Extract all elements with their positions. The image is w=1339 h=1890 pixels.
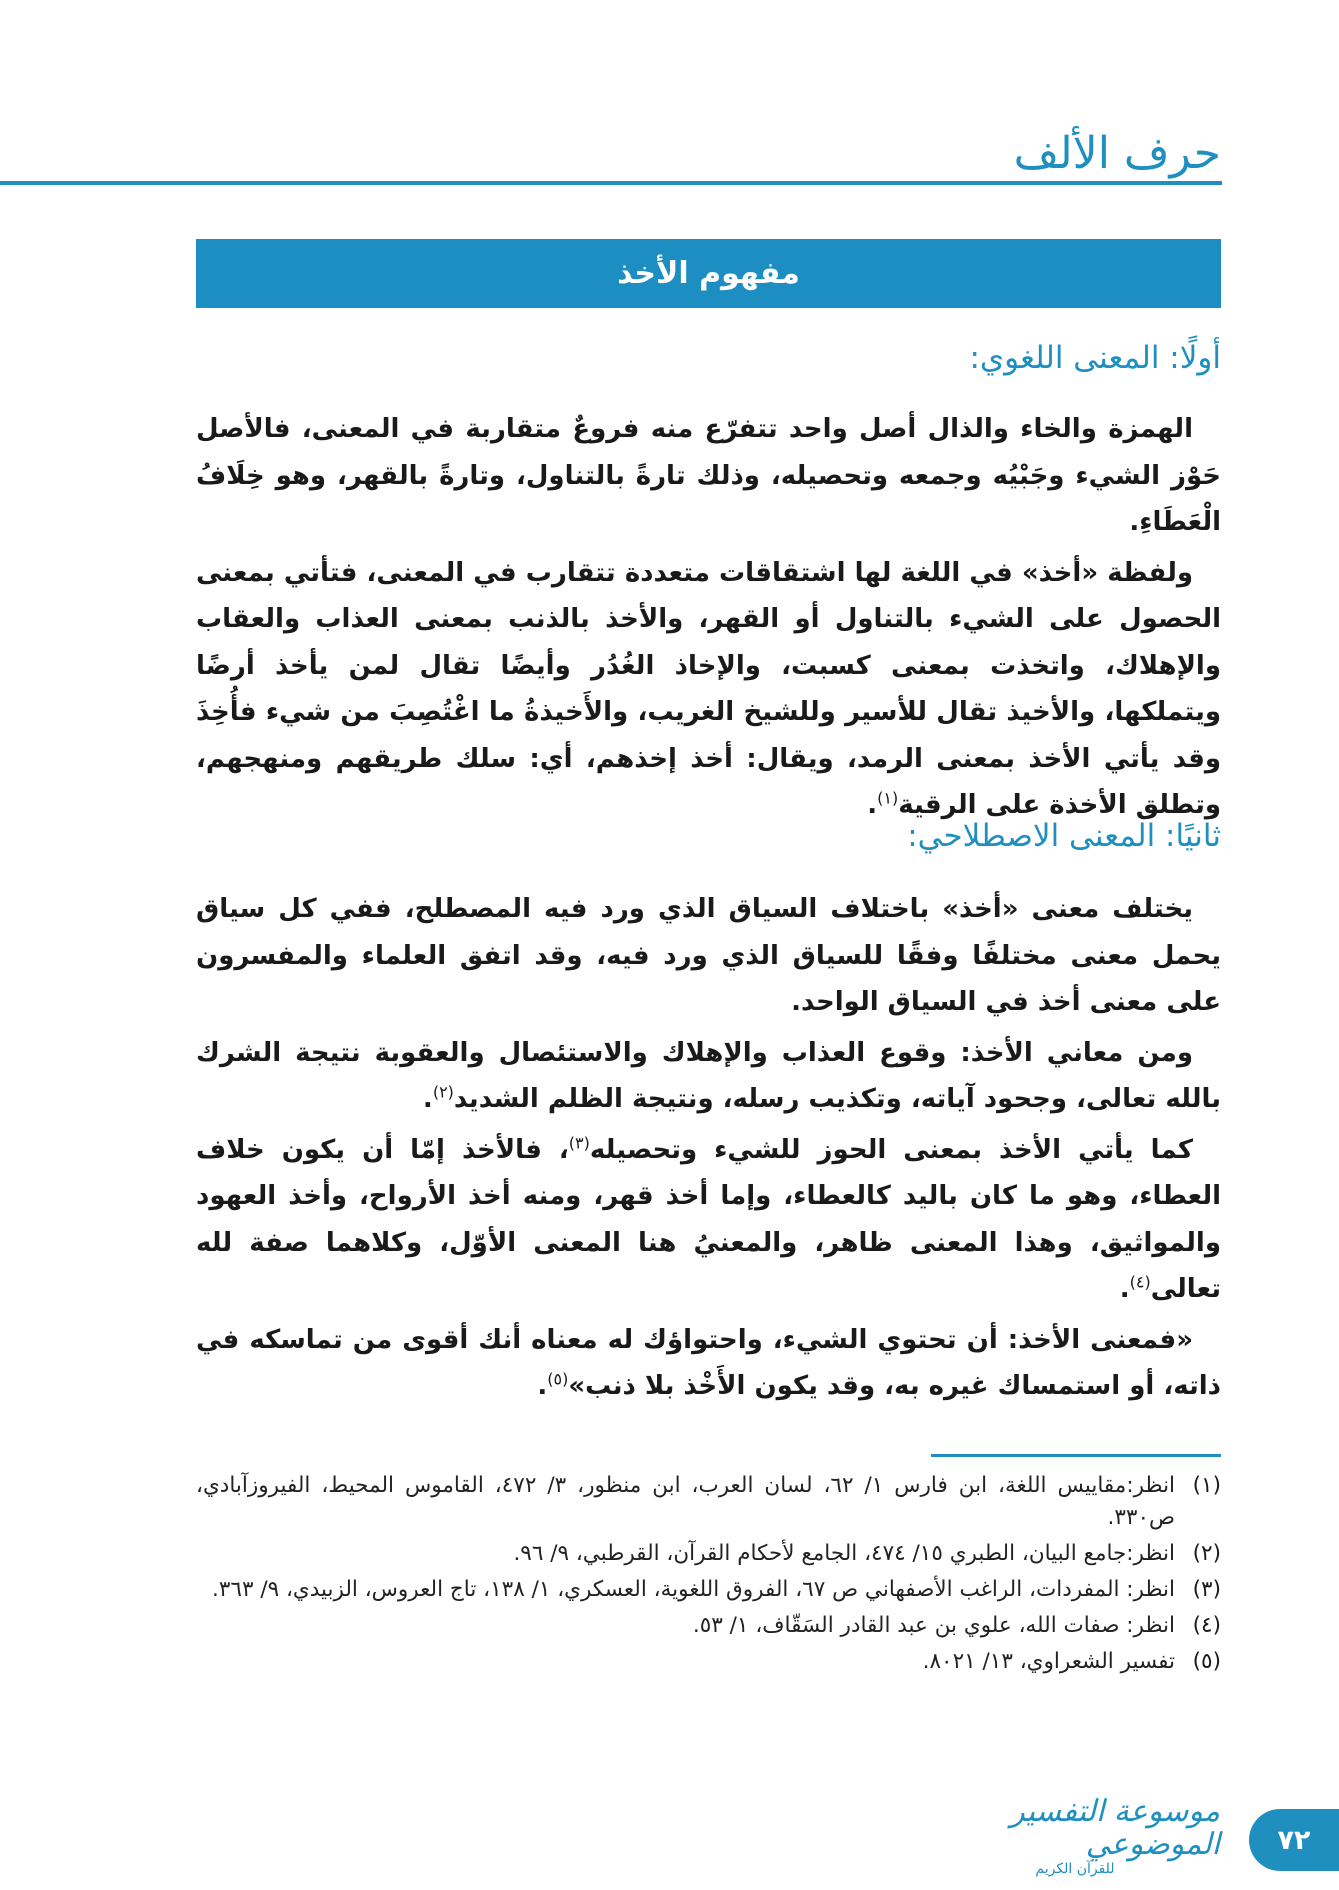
footnote-text: انظر: المفردات، الراغب الأصفهاني ص ٦٧، الفروق اللغوية، العسكري، ١/ ١٣٨، تاج العروس، الزبيدي، ٩/ ٣٦٣.: [212, 1577, 1175, 1602]
paragraph-end: .: [422, 1084, 433, 1114]
footnote-text: تفسير الشعراوي، ١٣/ ٨٠٢١.: [922, 1649, 1175, 1674]
footnote-item: [196, 1574, 1221, 1606]
section-body-linguistic: [196, 406, 1221, 833]
page-number-tab: [1249, 1809, 1339, 1871]
footnote-item: [196, 1646, 1221, 1678]
paragraph: [196, 1317, 1221, 1410]
footnote-number: (٥): [1192, 1649, 1221, 1674]
paragraph: [196, 406, 1221, 546]
section-heading-terminological: ثانيًا: المعنى الاصطلاحي:: [907, 818, 1221, 854]
paragraph-text: يختلف معنى «أخذ» باختلاف السياق الذي ورد فيه المصطلح، ففي كل سياق يحمل معنى مختلفًا وفقًا للسياق الذي ورد فيه، وقد اتفق العلماء والمفسرون على معنى أخذ في السياق الواحد.: [196, 894, 1221, 1017]
paragraph-text: ومن معاني الأخذ: وقوع العذاب والإهلاك والاستئصال والعقوبة نتيجة الشرك بالله تعالى، وجحود آياته، وتكذيب رسله، ونتيجة الظلم الشديد: [196, 1037, 1221, 1114]
paragraph-text: الهمزة والخاء والذال أصل واحد تتفرّع منه فروعٌ متقاربة في المعنى، فالأصل حَوْز الشيء وجَبْيُه وجمعه وتحصيله، وذلك تارةً بالتناول، وتارةً بالقهر، وهو خِلَافُ الْعَطَاءِ.: [196, 414, 1221, 537]
footnote-number: (١): [1192, 1473, 1221, 1498]
paragraph: [196, 1127, 1221, 1313]
footnote-item: [196, 1538, 1221, 1570]
section-heading-linguistic: أولًا: المعنى اللغوي:: [969, 340, 1221, 376]
footnote-number: (٢): [1192, 1541, 1221, 1566]
title-banner-text: مفهوم الأخذ: [617, 256, 800, 291]
paragraph-text: كما يأتي الأخذ بمعنى الحوز للشيء وتحصيله: [589, 1134, 1193, 1165]
footnote-ref[interactable]: (٣): [568, 1132, 590, 1152]
paragraph-text: ولفظة «أخذ» في اللغة لها اشتقاقات متعددة تتقارب في المعنى، فتأتي بمعنى الحصول على الشيء بالتناول أو القهر، والأخذ بالذنب بمعنى العذاب والعقاب والإهلاك، واتخذت بمعنى كسبت، والإخاذ الغُدُر وأيضًا تقال لمن يأخذ أرضًا ويتملكها، والأخيذ تقال للأسير وللشيخ الغريب، والأَخيذةُ ما اغْتُصِبَ من شيء فأُخِذَ وقد يأتي الأخذ بمعنى الرمد، ويقال: أخذ إخذهم، أي: سلك طريقهم ومنهجهم، وتطلق الأخذة على الرقية: [196, 557, 1221, 820]
page-header-title: حرف الألف: [1013, 128, 1221, 179]
paragraph-end: .: [537, 1371, 548, 1401]
paragraph: [196, 886, 1221, 1026]
footnote-number: (٣): [1192, 1577, 1221, 1602]
footnote-ref[interactable]: (٢): [432, 1082, 454, 1102]
footnote-rule: [931, 1454, 1221, 1457]
footnote-ref[interactable]: (١): [877, 788, 899, 808]
footnote-item: [196, 1610, 1221, 1642]
logo-title: موسوعة التفسير الموضوعي: [1010, 1793, 1220, 1862]
footnotes: [196, 1470, 1221, 1682]
footnote-text: انظر:مقاييس اللغة، ابن فارس ١/ ٦٢، لسان العرب، ابن منظور، ٣/ ٤٧٢، القاموس المحيط، الفيروزآبادي، ص٣٣٠.: [196, 1473, 1176, 1530]
section-body-terminological: [196, 886, 1221, 1414]
paragraph-text: «فمعنى الأخذ: أن تحتوي الشيء، واحتواؤك له معناه أنك أقوى من تماسكه في ذاته، أو استمساك غيره به، وقد يكون الأَخْذ بلا ذنب»: [196, 1324, 1221, 1401]
footnote-text: انظر: صفات الله، علوي بن عبد القادر السَقّاف، ١/ ٥٣.: [692, 1613, 1175, 1638]
footnote-number: (٤): [1192, 1613, 1221, 1638]
paragraph: [196, 550, 1221, 829]
paragraph-end: .: [1119, 1274, 1130, 1304]
page-number: ٧٢: [1277, 1824, 1311, 1856]
paragraph-end: .: [867, 790, 878, 820]
footnote-ref[interactable]: (٤): [1129, 1272, 1151, 1292]
footnote-text: انظر:جامع البيان، الطبري ١٥/ ٤٧٤، الجامع لأحكام القرآن، القرطبي، ٩/ ٩٦.: [513, 1541, 1175, 1566]
title-banner: [196, 239, 1221, 308]
footnote-item: [196, 1470, 1221, 1534]
header-rule: [0, 181, 1222, 185]
paragraph: [196, 1030, 1221, 1123]
encyclopedia-logo: [930, 1793, 1220, 1877]
footnote-ref[interactable]: (٥): [547, 1369, 569, 1389]
logo-subtitle: للقرآن الكريم: [1035, 1860, 1115, 1877]
paragraph-text: ، فالأخذ إمّا أن يكون خلاف العطاء، وهو ما كان باليد كالعطاء، وإما أخذ قهر، ومنه أخذ الأرواح، وأخذ العهود والمواثيق، وهذا المعنى ظاهر، والمعنيُ هنا المعنى الأوّل، وكلاهما صفة لله تعالى: [196, 1134, 1221, 1304]
